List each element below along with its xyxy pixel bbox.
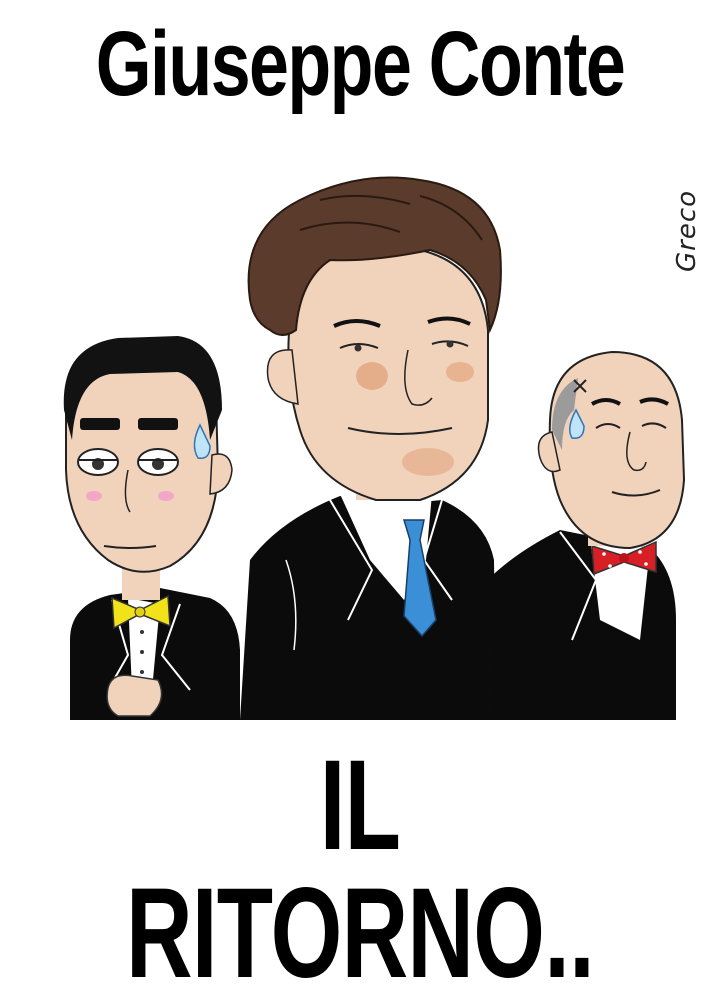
subtitle-text: IL RITORNO..: [125, 734, 594, 1005]
right-head: [550, 352, 684, 548]
left-hand: [107, 675, 161, 716]
left-figure: [64, 336, 240, 720]
center-figure: [240, 178, 501, 721]
right-figure: [470, 352, 684, 720]
headline-title: Giuseppe Conte: [95, 13, 625, 115]
artist-signature: Greco: [672, 189, 702, 272]
